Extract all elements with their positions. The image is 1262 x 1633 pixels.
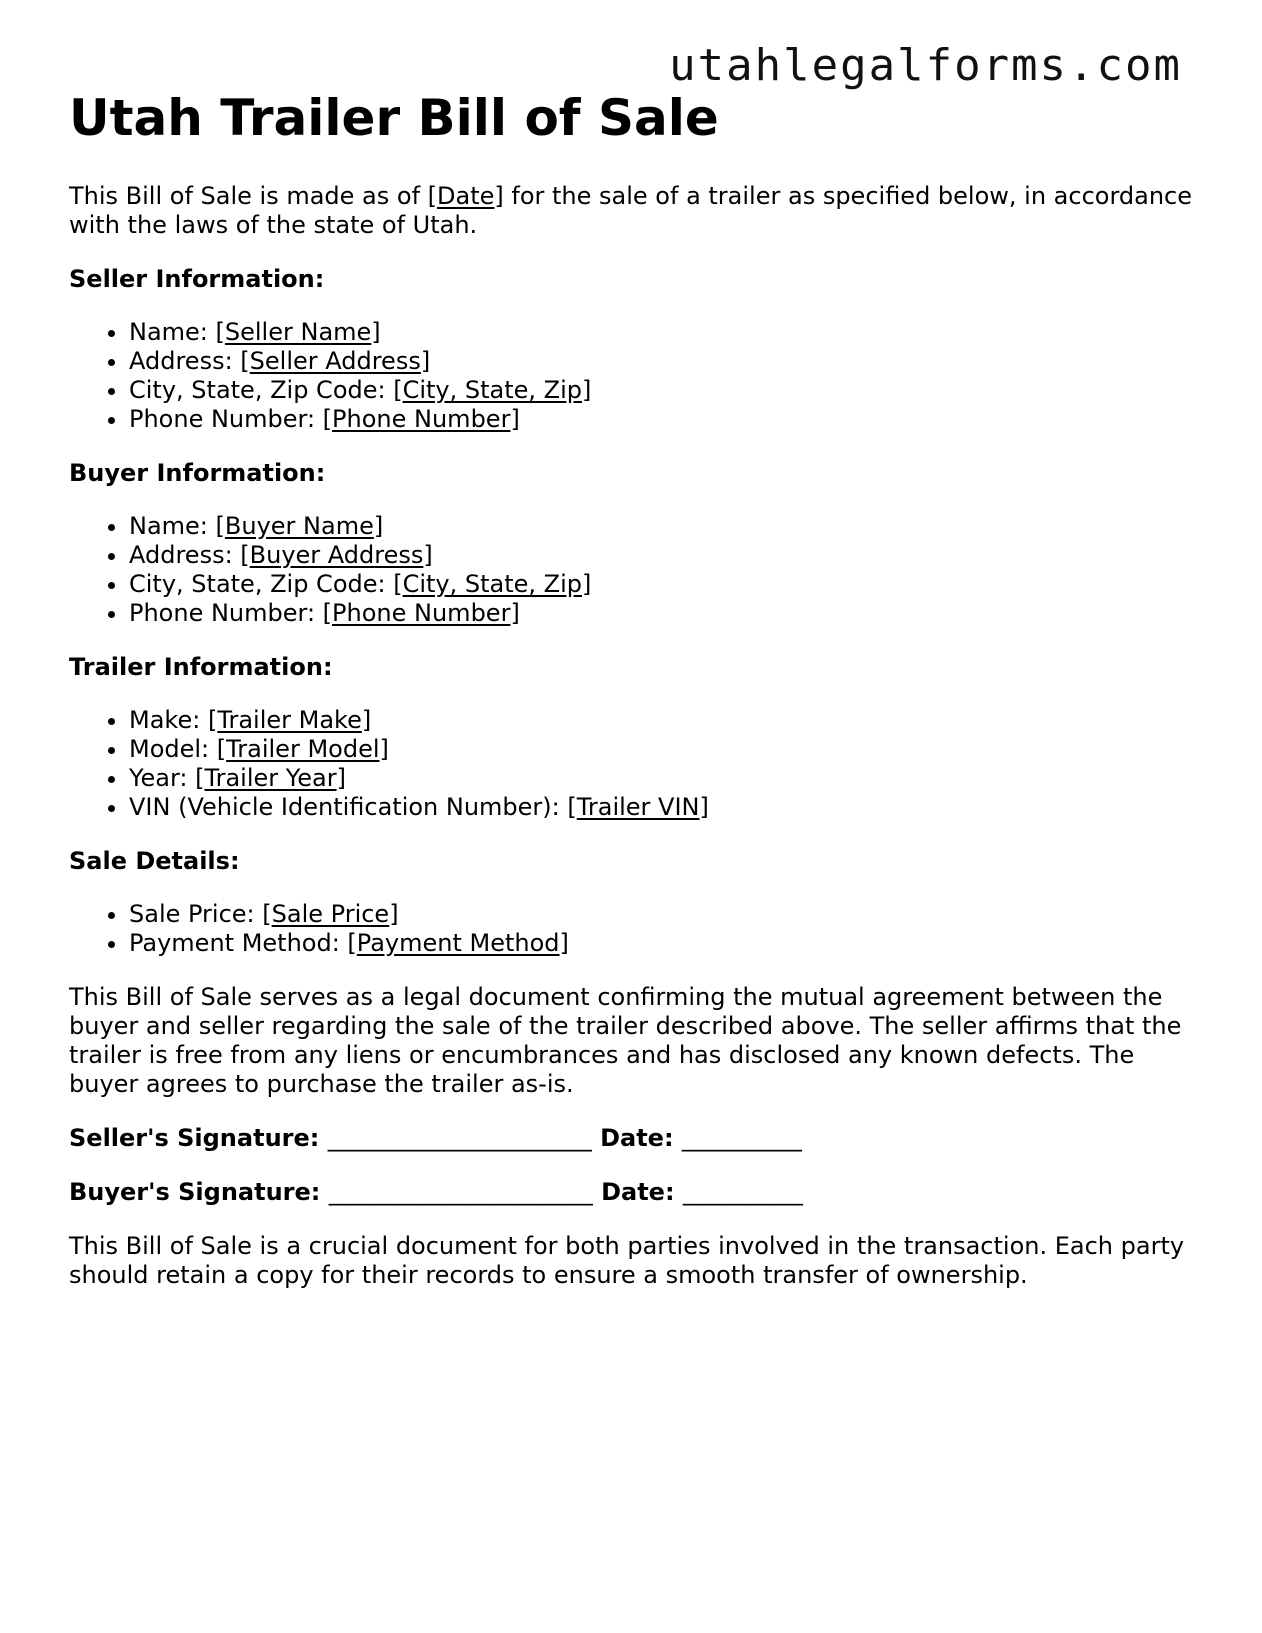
- field-label: Payment Method: [: [129, 929, 357, 957]
- buyer-city-item: [129, 570, 1199, 599]
- buyer-phone-placeholder: Phone Number: [332, 599, 511, 627]
- bracket-end: ]: [379, 735, 389, 763]
- trailer-make-item: [129, 706, 1199, 735]
- bracket-end: ]: [373, 512, 384, 540]
- seller-address-placeholder: Seller Address: [249, 347, 421, 375]
- trailer-vin-item: [129, 793, 1199, 822]
- buyer-signature-label: Buyer's Signature:: [69, 1178, 329, 1206]
- field-label: Phone Number: [: [129, 599, 333, 627]
- field-label: City, State, Zip Code: [: [129, 376, 403, 404]
- field-label: Name: [: [129, 318, 225, 346]
- buyer-phone-item: [129, 599, 1199, 628]
- field-label: Sale Price: [: [129, 900, 272, 928]
- buyer-heading: Buyer Information:: [69, 459, 326, 487]
- buyer-address-item: [129, 541, 1199, 570]
- watermark: utahlegalforms.com: [669, 40, 1182, 91]
- seller-phone-item: [129, 405, 1199, 434]
- buyer-city-placeholder: City, State, Zip: [402, 570, 583, 598]
- seller-phone-placeholder: Phone Number: [332, 405, 511, 433]
- seller-signature-label: Seller's Signature:: [69, 1124, 328, 1152]
- field-label: Year: [: [129, 764, 205, 792]
- seller-date-blank: __________: [681, 1124, 802, 1152]
- field-label: Model: [: [129, 735, 227, 763]
- bracket-end: ]: [371, 318, 381, 346]
- payment-method-item: [129, 929, 1199, 958]
- trailer-make-placeholder: Trailer Make: [217, 706, 362, 734]
- document-title: Utah Trailer Bill of Sale: [69, 89, 719, 147]
- bracket-end: ]: [510, 599, 520, 627]
- buyer-date-label: Date:: [592, 1178, 683, 1206]
- payment-method-placeholder: Payment Method: [356, 929, 560, 957]
- field-label: Name: [: [129, 512, 225, 540]
- intro-paragraph: [69, 182, 1199, 240]
- bracket-end: ]: [699, 793, 709, 821]
- sale-price-placeholder: Sale Price: [271, 900, 390, 928]
- bracket-end: ]: [420, 347, 431, 375]
- seller-list: [69, 318, 1199, 434]
- buyer-list: [69, 512, 1199, 628]
- document-page: [69, 88, 1199, 1315]
- buyer-signature-line: [69, 1178, 1199, 1207]
- buyer-address-placeholder: Buyer Address: [249, 541, 424, 569]
- seller-heading: Seller Information:: [69, 265, 325, 293]
- seller-signature-blank: ______________________: [327, 1124, 592, 1152]
- buyer-date-blank: __________: [682, 1178, 803, 1206]
- closing-paragraph: This Bill of Sale is a crucial document for both parties involved in the transaction. Each party should retain a copy for their records to ensure a smooth transfer of ownership.: [69, 1232, 1185, 1289]
- seller-address-item: [129, 347, 1199, 376]
- trailer-vin-placeholder: Trailer VIN: [576, 793, 700, 821]
- buyer-name-placeholder: Buyer Name: [224, 512, 374, 540]
- seller-name-placeholder: Seller Name: [224, 318, 372, 346]
- field-label: Address: [: [129, 541, 250, 569]
- field-label: Phone Number: [: [129, 405, 333, 433]
- trailer-year-item: [129, 764, 1199, 793]
- sale-price-item: [129, 900, 1199, 929]
- sale-list: [69, 900, 1199, 958]
- field-label: Address: [: [129, 347, 250, 375]
- bracket-end: ]: [361, 706, 372, 734]
- sale-heading: Sale Details:: [69, 847, 240, 875]
- date-placeholder: Date: [437, 182, 495, 210]
- seller-signature-line: [69, 1124, 1199, 1153]
- trailer-heading: Trailer Information:: [69, 653, 333, 681]
- bracket-end: ]: [423, 541, 433, 569]
- trailer-year-placeholder: Trailer Year: [204, 764, 337, 792]
- seller-city-item: [129, 376, 1199, 405]
- bracket-end: ]: [510, 405, 520, 433]
- buyer-signature-blank: ______________________: [328, 1178, 593, 1206]
- trailer-model-placeholder: Trailer Model: [226, 735, 380, 763]
- agreement-paragraph: This Bill of Sale serves as a legal document confirming the mutual agreement between the buyer and seller regarding the sale of the trailer described above. The seller affirms that the trailer is free from any liens or encumbrances and has disclosed any known defects. The buyer agrees to purchase the trailer as-is.: [69, 983, 1182, 1098]
- seller-city-placeholder: City, State, Zip: [402, 376, 583, 404]
- seller-name-item: [129, 318, 1199, 347]
- field-label: Make: [: [129, 706, 218, 734]
- bracket-end: ]: [582, 570, 592, 598]
- trailer-model-item: [129, 735, 1199, 764]
- bracket-end: ]: [582, 376, 592, 404]
- field-label: VIN (Vehicle Identification Number): [: [129, 793, 577, 821]
- bracket-end: ]: [559, 929, 569, 957]
- intro-text-after: ] for the sale of a trailer as specified below, in accordance with the laws of the state of Utah.: [69, 182, 1193, 239]
- intro-text-before: This Bill of Sale is made as of [: [69, 182, 438, 210]
- field-label: City, State, Zip Code: [: [129, 570, 403, 598]
- trailer-list: [69, 706, 1199, 822]
- seller-date-label: Date:: [591, 1124, 682, 1152]
- bracket-end: ]: [336, 764, 346, 792]
- buyer-name-item: [129, 512, 1199, 541]
- bracket-end: ]: [389, 900, 399, 928]
